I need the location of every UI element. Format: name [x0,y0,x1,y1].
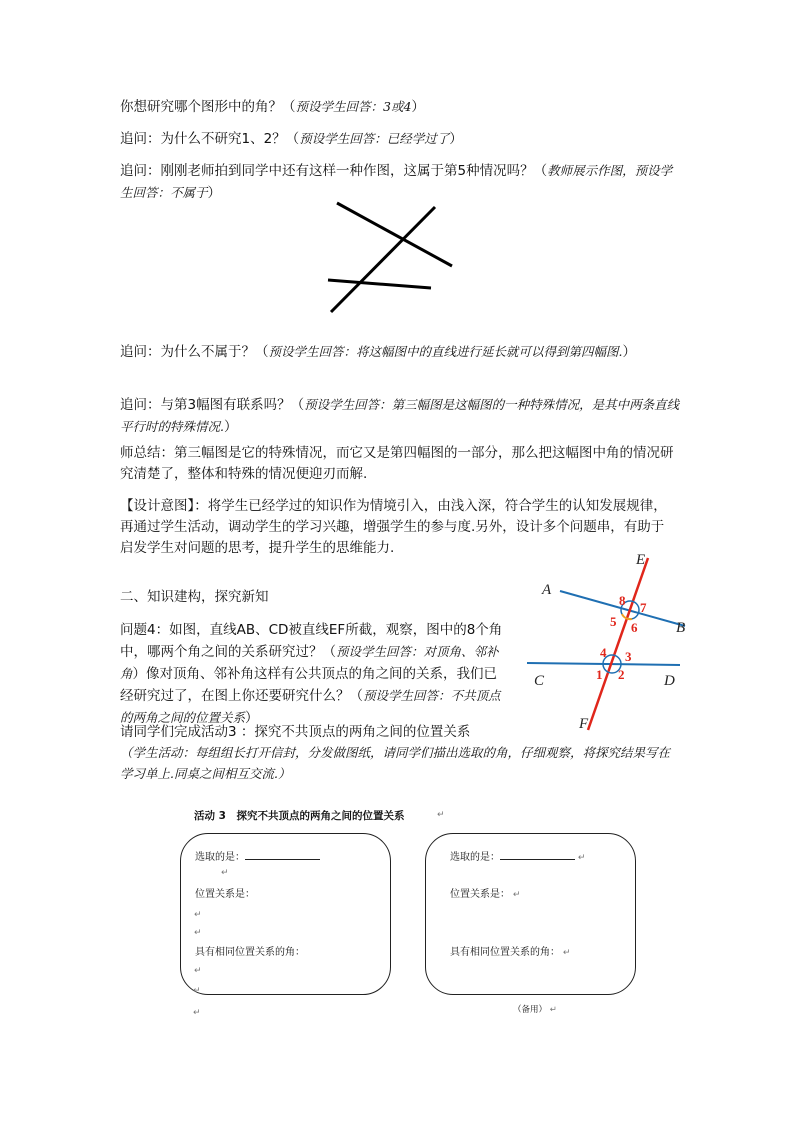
return-mark-icon: ↵ [193,1008,201,1018]
q3-text: 追问：刚刚老师拍到同学中还有这样一种作图，这属于第5种情况吗？（ [120,163,548,179]
q1-text: 你想研究哪个图形中的角？（ [120,99,296,115]
problem4-note2: 预设学生回答：不共顶点的两角之间的位置关系 [120,688,501,725]
angle-6: 6 [631,620,638,635]
card1-relation-label: 位置关系是： [195,889,255,900]
q4-note: 预设学生回答：将这幅图中的直线进行延长就可以得到第四幅图. [268,344,623,359]
problem4-note1: 预设学生回答：对顶角、邻补角 [120,644,499,681]
q2-text: 追问：为什么不研究1、2？（ [120,131,300,147]
q5-end: ） [223,419,238,435]
followup-why-not-belong [120,341,680,363]
card2-same-label: 具有相同位置关系的角： [450,947,560,958]
return-mark-icon: ↵ [560,948,571,958]
worksheet-card-1 [180,833,391,995]
teacher-summary: 师总结：第三幅图是它的特殊情况，而它又是第四幅图的一部分，那么把这幅图中角的情况研究清楚了，整体和特殊的情况便迎刃而解. [120,445,674,482]
line-ef-transversal [588,558,648,730]
drawn-line-1 [337,203,452,266]
followup-why-not [120,128,680,150]
return-mark-icon: ↵ [194,966,202,976]
q2-note: 预设学生回答：已经学过了 [299,131,450,146]
return-mark-icon: ↵ [194,928,202,938]
card2-relation-label: 位置关系是： [450,889,510,900]
card2-selected-blank[interactable] [500,849,575,860]
activity-prompt: 请同学们完成活动3 ：探究不共顶点的两角之间的位置关系 [120,724,471,740]
q1-end: ） [411,99,425,115]
q1-note: 预设学生回答：3或4 [295,99,412,114]
card2-selected-row [450,849,585,865]
angle-5: 5 [610,614,617,629]
q3-end: ） [207,185,222,201]
q3-note: 教师展示作图，预设学生回答：不属于 [120,163,673,200]
label-d: D [664,673,675,689]
card1-selected-blank[interactable] [245,849,320,860]
angle-3: 3 [625,649,632,664]
q5-note: 预设学生回答：第三幅图是这幅图的一种特殊情况，是其中两条直线平行时的特殊情况. [120,397,680,434]
activity-note: （学生活动：每组组长打开信封，分发做图纸，请同学们描出选取的角，仔细观察，将探究结果写在学习单上.同桌之间相互交流.） [120,745,671,781]
student-drawing-figure [320,196,470,326]
followup-relation-fig3 [120,394,680,438]
card1-selected-label: 选取的是： [195,852,245,863]
card1-selected-row [195,849,320,865]
card2-selected-label: 选取的是： [450,852,500,863]
return-mark-icon: ↵ [547,1005,557,1015]
transversal-diagram [520,548,720,738]
design-intent: 【设计意图】：将学生已经学过的知识作为情境引入，由浅入深，符合学生的认知发展规律，再通过学生活动，调动学生的学习兴趣，增强学生的参与度.另外，设计多个问题串，有助于启发学生对问题的思考，提升学生的思维能力. [120,498,667,556]
drawn-line-3 [328,280,431,288]
worksheet-card-2 [425,833,636,995]
angle-1: 1 [596,667,603,682]
return-mark-icon: ↵ [437,810,445,820]
return-mark-icon: ↵ [194,910,202,920]
section-heading: 二、知识建构，探究新知 [120,589,269,605]
problem4-text: 问题4：如图，直线AB、CD被直线EF所截，观察，图中的8个角中，哪两个角之间的关系研究过？（ [120,622,503,660]
q5-text: 追问：与第3幅图有联系吗？（ [120,397,305,413]
angle-4: 4 [600,645,607,660]
q4-text: 追问：为什么不属于？（ [120,344,269,360]
return-mark-icon: ↵ [221,868,229,878]
worksheet-title: 活动 3 探究不共顶点的两角之间的位置关系 [194,810,405,822]
problem-4 [120,620,510,729]
problem4-middle: ）像对顶角、邻补角这样有公共顶点的角之间的关系，我们已经研究过了，在图上你还要研究什么？（ [120,666,498,704]
label-c: C [534,673,545,689]
return-mark-icon: ↵ [193,986,201,996]
card1-same-label: 具有相同位置关系的角： [195,947,305,958]
return-mark-icon: ↵ [510,890,521,900]
question-which-figure [120,96,680,118]
label-f: F [579,716,589,732]
label-a: A [542,582,552,598]
spare-label [513,1003,557,1015]
q4-end: ） [622,344,636,360]
label-b: B [676,620,686,636]
label-e: E [636,552,646,568]
card2-same-row [450,946,570,960]
angle-8: 8 [619,593,626,608]
problem4-end: ） [245,710,259,726]
angle-7: 7 [640,600,647,615]
card2-relation-row [450,888,520,902]
spare-text: （备用） [513,1005,548,1015]
angle-2: 2 [618,667,625,682]
drawn-line-2 [331,207,435,312]
q2-end: ） [449,131,463,147]
return-mark-icon: ↵ [575,853,586,863]
